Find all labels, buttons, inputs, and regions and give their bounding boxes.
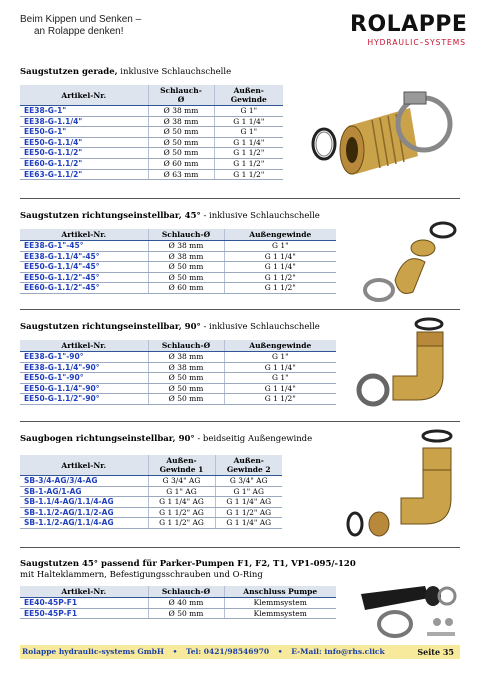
product-image-45-fitting	[355, 210, 465, 310]
table-cell: Ø 60 mm	[148, 158, 214, 169]
col-header: Außen- Gewinde 1	[148, 455, 215, 476]
table-cell: Ø 60 mm	[148, 283, 224, 294]
table-cell: G 1"	[214, 127, 283, 138]
col-header: Artikel-Nr.	[20, 455, 148, 476]
section-title-rest: inklusive Schlauchschelle	[117, 67, 232, 77]
article-number-cell: SB-1.1/2-AG/1.1/2-AG	[20, 507, 148, 518]
col-header: Außengewinde	[224, 229, 336, 241]
article-number-cell: SB-1.1/4-AG/1.1/4-AG	[20, 497, 148, 508]
product-image-90-fitting	[355, 316, 465, 416]
table-row	[20, 608, 336, 619]
article-number-cell: SB-1-AG/1-AG	[20, 486, 148, 497]
table-row	[20, 394, 336, 405]
col-header: Artikel-Nr.	[20, 229, 148, 241]
table-header-row	[20, 340, 336, 352]
table-row	[20, 507, 282, 518]
product-table	[20, 85, 283, 180]
product-image-parker-fitting	[355, 582, 465, 642]
table-body	[20, 476, 282, 529]
table-cell: G 1 1/2"	[224, 272, 336, 283]
article-number-cell: EE50-G-1.1/2"	[20, 148, 148, 159]
table-cell: G 3/4" AG	[215, 476, 282, 487]
col-header: Artikel-Nr.	[20, 340, 148, 352]
product-table	[20, 586, 336, 619]
table-row	[20, 598, 336, 609]
article-number-cell: EE60-G-1.1/2"	[20, 158, 148, 169]
table-row	[20, 476, 282, 487]
product-table	[20, 455, 282, 529]
table-cell: G 1"	[214, 106, 283, 117]
section-title-rest: - beidseitig Außengewinde	[194, 434, 313, 444]
table-cell: G 1 1/4"	[224, 383, 336, 394]
product-table	[20, 340, 336, 405]
table-cell: G 3/4" AG	[148, 476, 215, 487]
table-cell: Ø 38 mm	[148, 352, 224, 363]
table-body	[20, 352, 336, 405]
col-header: Außen- Gewinde 2	[215, 455, 282, 476]
table-row	[20, 283, 336, 294]
table-cell: G 1 1/2" AG	[148, 518, 215, 529]
section-divider	[20, 198, 460, 199]
table-cell: G 1"	[224, 352, 336, 363]
article-number-cell: EE38-G-1"-45°	[20, 241, 148, 252]
footer-bullet: •	[277, 647, 283, 656]
table-cell: G 1"	[224, 373, 336, 384]
logo-brand: ROLAPPE	[350, 12, 468, 37]
section-title	[20, 559, 460, 570]
col-header: Außen- Gewinde	[214, 85, 283, 106]
product-table	[20, 229, 336, 294]
article-number-cell: EE50-G-1"	[20, 127, 148, 138]
product-image-elbow	[345, 428, 465, 540]
col-header: Anschluss Pumpe	[224, 586, 336, 598]
col-header: Schlauch-Ø	[148, 340, 224, 352]
table-cell: Ø 50 mm	[148, 373, 224, 384]
col-header: Artikel-Nr.	[20, 586, 148, 598]
col-header: Schlauch-Ø	[148, 229, 224, 241]
table-cell: Ø 50 mm	[148, 394, 224, 405]
table-cell: Ø 40 mm	[148, 598, 224, 609]
article-number-cell: EE40-45P-F1	[20, 598, 148, 609]
table-body	[20, 241, 336, 294]
table-row	[20, 251, 336, 262]
table-row	[20, 497, 282, 508]
table-row	[20, 169, 283, 180]
section-title-bold: Saugstutzen 45° passend für Parker-Pumpen F1, F2, T1, VP1-095/-120	[20, 559, 356, 569]
table-row	[20, 518, 282, 529]
article-number-cell: EE38-G-1.1/4"	[20, 116, 148, 127]
slogan-line-1: Beim Kippen und Senken –	[20, 14, 142, 25]
section-divider	[20, 547, 460, 548]
section-title-bold: Saugstutzen richtungseinstellbar, 90°	[20, 322, 201, 332]
table-cell: G 1 1/2"	[224, 283, 336, 294]
table-row	[20, 148, 283, 159]
page-footer	[20, 645, 460, 659]
table-header-row	[20, 85, 283, 106]
article-number-cell: EE38-G-1"	[20, 106, 148, 117]
section-divider	[20, 421, 460, 422]
table-row	[20, 241, 336, 252]
table-cell: G 1 1/4"	[214, 137, 283, 148]
section-title	[20, 67, 460, 78]
article-number-cell: EE50-G-1.1/4"	[20, 137, 148, 148]
table-cell: Klemmsystem	[224, 598, 336, 609]
table-cell: G 1 1/2"	[214, 148, 283, 159]
article-number-cell: EE50-G-1.1/4"-90°	[20, 383, 148, 394]
table-cell: Ø 50 mm	[148, 272, 224, 283]
company-logo	[350, 14, 466, 47]
table-row	[20, 362, 336, 373]
table-row	[20, 116, 283, 127]
table-header-row	[20, 586, 336, 598]
table-cell: Ø 50 mm	[148, 148, 214, 159]
table-header-row	[20, 229, 336, 241]
table-row	[20, 486, 282, 497]
table-cell: Ø 38 mm	[148, 362, 224, 373]
table-row	[20, 262, 336, 273]
table-cell: Klemmsystem	[224, 608, 336, 619]
table-row	[20, 352, 336, 363]
table-body	[20, 598, 336, 619]
table-cell: G 1 1/4" AG	[215, 497, 282, 508]
table-cell: G 1 1/2"	[214, 158, 283, 169]
table-cell: Ø 50 mm	[148, 383, 224, 394]
logo-subtitle: HYDRAULIC–SYSTEMS	[367, 38, 466, 47]
table-cell: Ø 38 mm	[148, 251, 224, 262]
article-number-cell: EE38-G-1.1/4"-90°	[20, 362, 148, 373]
footer-company: Rolappe hydraulic-systems GmbH	[22, 647, 164, 656]
table-cell: G 1"	[224, 241, 336, 252]
product-image-straight-fitting	[300, 86, 460, 178]
article-number-cell: EE50-G-1"-90°	[20, 373, 148, 384]
table-cell: G 1 1/4"	[224, 362, 336, 373]
table-row	[20, 272, 336, 283]
article-number-cell: EE50-G-1.1/4"-45°	[20, 262, 148, 273]
table-cell: Ø 38 mm	[148, 116, 214, 127]
slogan-line-2: an Rolappe denken!	[34, 26, 124, 37]
footer-bullet: •	[172, 647, 178, 656]
col-header: Artikel-Nr.	[20, 85, 148, 106]
col-header: Schlauch-Ø	[148, 586, 224, 598]
table-cell: G 1" AG	[148, 486, 215, 497]
table-row	[20, 106, 283, 117]
section-title-bold: Saugstutzen richtungseinstellbar, 45°	[20, 211, 201, 221]
table-cell: G 1 1/4"	[224, 251, 336, 262]
article-number-cell: EE50-45P-F1	[20, 608, 148, 619]
table-cell: Ø 38 mm	[148, 241, 224, 252]
table-cell: Ø 50 mm	[148, 262, 224, 273]
article-number-cell: SB-3/4-AG/3/4-AG	[20, 476, 148, 487]
table-cell: Ø 50 mm	[148, 137, 214, 148]
col-header: Außengewinde	[224, 340, 336, 352]
article-number-cell: EE38-G-1.1/4"-45°	[20, 251, 148, 262]
table-cell: G 1 1/2"	[214, 169, 283, 180]
article-number-cell: EE50-G-1.1/2"-90°	[20, 394, 148, 405]
article-number-cell: EE50-G-1.1/2"-45°	[20, 272, 148, 283]
table-row	[20, 373, 336, 384]
table-cell: G 1 1/2" AG	[215, 507, 282, 518]
section-title-rest: - inklusive Schlauchschelle	[200, 211, 320, 221]
section-divider	[20, 309, 460, 310]
table-row	[20, 158, 283, 169]
table-cell: Ø 50 mm	[148, 127, 214, 138]
article-number-cell: SB-1.1/2-AG/1.1/4-AG	[20, 518, 148, 529]
table-cell: Ø 38 mm	[148, 106, 214, 117]
section-subtitle: mit Halteklammern, Befestigungsschrauben und O-Ring	[20, 570, 263, 580]
table-header-row	[20, 455, 282, 476]
section-title-rest: - inklusive Schlauchschelle	[200, 322, 320, 332]
slogan	[20, 14, 141, 38]
table-cell: Ø 63 mm	[148, 169, 214, 180]
table-cell: G 1 1/4" AG	[148, 497, 215, 508]
table-cell: G 1 1/2" AG	[148, 507, 215, 518]
table-row	[20, 383, 336, 394]
table-row	[20, 137, 283, 148]
section-title-bold: Saugbogen richtungseinstellbar, 90°	[20, 434, 195, 444]
article-number-cell: EE63-G-1.1/2"	[20, 169, 148, 180]
col-header: Schlauch- Ø	[148, 85, 214, 106]
page-number: Seite 35	[417, 647, 454, 657]
table-cell: G 1 1/4"	[214, 116, 283, 127]
table-body	[20, 106, 283, 180]
table-cell: G 1" AG	[215, 486, 282, 497]
article-number-cell: EE38-G-1"-90°	[20, 352, 148, 363]
article-number-cell: EE60-G-1.1/2"-45°	[20, 283, 148, 294]
section-title-bold: Saugstutzen gerade,	[20, 67, 118, 77]
footer-email: E-Mail: info@rhs.click	[291, 647, 385, 656]
table-row	[20, 127, 283, 138]
table-cell: Ø 50 mm	[148, 608, 224, 619]
table-cell: G 1 1/4" AG	[215, 518, 282, 529]
table-cell: G 1 1/4"	[224, 262, 336, 273]
footer-phone: Tel: 0421/98546970	[186, 647, 270, 656]
table-cell: G 1 1/2"	[224, 394, 336, 405]
